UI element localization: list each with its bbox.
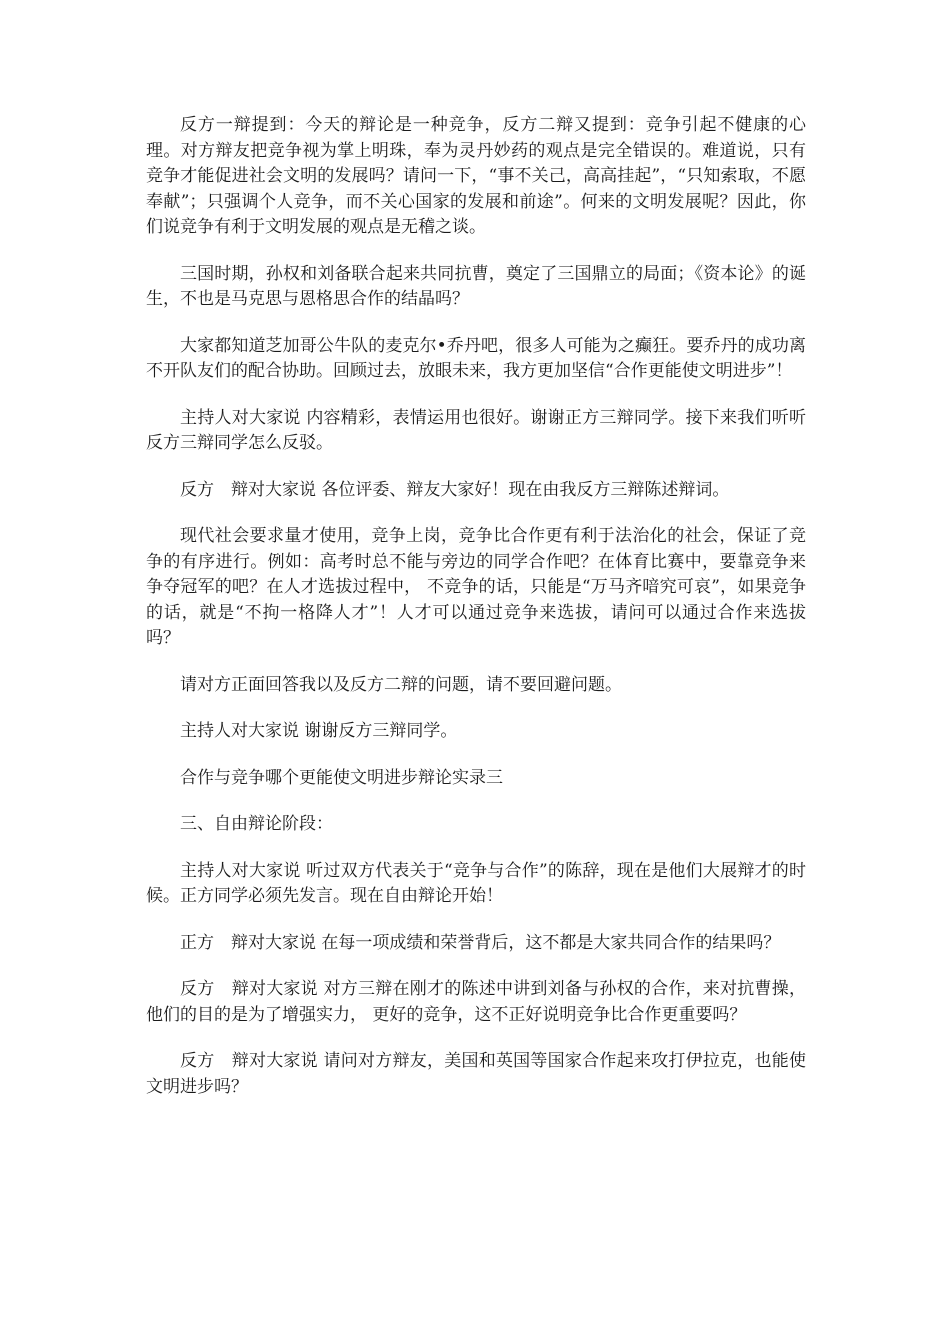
paragraph: 大家都知道芝加哥公牛队的麦克尔•乔丹吧，很多人可能为之癫狂。要乔丹的成功离不开队友们的配合协助。回顾过去，放眼未来，我方更加坚信“合作更能使文明进步”！: [146, 335, 806, 381]
paragraph: 反方 辩对大家说 各位评委、辩友大家好！现在由我反方三辩陈述辩词。: [180, 479, 730, 500]
paragraph: 请对方正面回答我以及反方二辩的问题，请不要回避问题。: [180, 674, 622, 695]
paragraph: 主持人对大家说 内容精彩，表情运用也很好。谢谢正方三辩同学。接下来我们听听反方三辩同学怎么反驳。: [146, 407, 806, 453]
paragraph: 反方 辩对大家说 对方三辩在刚才的陈述中讲到刘备与孙权的合作，来对抗曹操，他们的目的是为了增强实力， 更好的竞争，这不正好说明竞争比合作更重要吗？: [146, 979, 806, 1025]
paragraph: 主持人对大家说 谢谢反方三辩同学。: [180, 721, 458, 741]
paragraph: 反方 辩对大家说 请问对方辩友，美国和英国等国家合作起来攻打伊拉克，也能使文明进步吗？: [146, 1051, 806, 1097]
document-body: [146, 113, 806, 1121]
paragraph: 三国时期，孙权和刘备联合起来共同抗曹，奠定了三国鼎立的局面；《资本论》的诞生，不也是马克思与恩格思合作的结晶吗？: [146, 263, 806, 309]
paragraph: 现代社会要求量才使用，竞争上岗，竞争比合作更有利于法治化的社会，保证了竞争的有序进行。例如：高考时总不能与旁边的同学合作吧？在体育比赛中，要靠竞争来争夺冠军的吧？在人才选拔过程中， 不竞争的话，只能是“万马齐喑究可哀”，如果竞争的话，就是“不拘一格降人才”！人才可以通过竞争来选拔，请问可以通过合作来选拔吗？: [146, 526, 806, 648]
section-heading: 三、自由辩论阶段：: [180, 814, 333, 834]
paragraph: 正方 辩对大家说 在每一项成绩和荣誉背后，这不都是大家共同合作的结果吗？: [180, 932, 781, 953]
paragraph: 反方一辩提到：今天的辩论是一种竞争，反方二辩又提到：竞争引起不健康的心理。对方辩友把竞争视为掌上明珠，奉为灵丹妙药的观点是完全错误的。难道说，只有竞争才能促进社会文明的发展吗？请问一下，“事不关己，高高挂起”，“只知索取，不愿奉献”；只强调个人竞争，而不关心国家的发展和前途”。何来的文明发展呢？因此，你们说竞争有利于文明发展的观点是无稽之谈。: [146, 115, 806, 237]
paragraph: 主持人对大家说 听过双方代表关于“竞争与合作”的陈辞，现在是他们大展辩才的时候。正方同学必须先发言。现在自由辩论开始！: [146, 860, 806, 906]
section-title: 合作与竞争哪个更能使文明进步辩论实录三: [180, 767, 503, 788]
